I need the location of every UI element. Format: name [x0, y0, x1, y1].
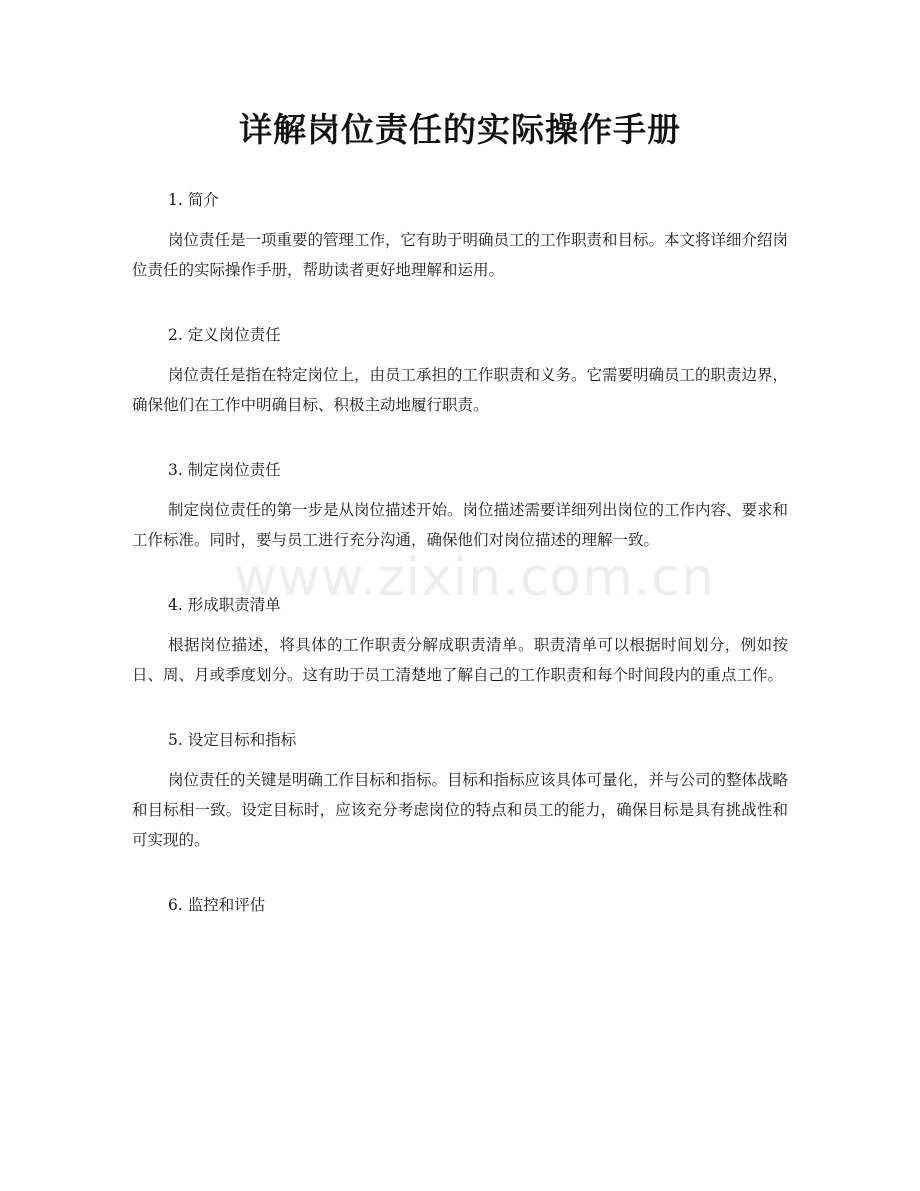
- document-body: [132, 185, 788, 955]
- watermark: www.zixin.com.cn: [234, 548, 715, 608]
- section-paragraph: 根据岗位描述，将具体的工作职责分解成职责清单。职责清单可以根据时间划分，例如按日、周、月或季度划分。这有助于员工清楚地了解自己的工作职责和每个时间段内的重点工作。: [132, 636, 788, 684]
- section-monitoring: [132, 890, 788, 920]
- section-intro: [132, 185, 788, 285]
- section-paragraph: 制定岗位责任的第一步是从岗位描述开始。岗位描述需要详细列出岗位的工作内容、要求和工作标准。同时，要与员工进行充分沟通，确保他们对岗位描述的理解一致。: [132, 501, 789, 549]
- section-formulate: [132, 455, 788, 555]
- section-heading: 4. 形成职责清单: [168, 596, 281, 614]
- section-paragraph: 岗位责任的关键是明确工作目标和指标。目标和指标应该具体可量化，并与公司的整体战略和目标相一致。设定目标时，应该充分考虑岗位的特点和员工的能力，确保目标是具有挑战性和可实现的。: [132, 771, 789, 849]
- section-paragraph: 岗位责任是一项重要的管理工作，它有助于明确员工的工作职责和目标。本文将详细介绍岗位责任的实际操作手册，帮助读者更好地理解和运用。: [132, 231, 789, 279]
- section-heading: 5. 设定目标和指标: [168, 731, 297, 749]
- section-heading: 1. 简介: [168, 191, 219, 209]
- section-heading: 6. 监控和评估: [168, 896, 266, 914]
- section-paragraph: 岗位责任是指在特定岗位上，由员工承担的工作职责和义务。它需要明确员工的职责边界，确保他们在工作中明确目标、积极主动地履行职责。: [132, 366, 789, 414]
- section-checklist: [132, 590, 788, 690]
- section-heading: 3. 制定岗位责任: [168, 461, 281, 479]
- document-title: 详解岗位责任的实际操作手册: [239, 110, 681, 149]
- section-goals: [132, 725, 788, 855]
- section-heading: 2. 定义岗位责任: [168, 326, 281, 344]
- section-definition: [132, 320, 788, 420]
